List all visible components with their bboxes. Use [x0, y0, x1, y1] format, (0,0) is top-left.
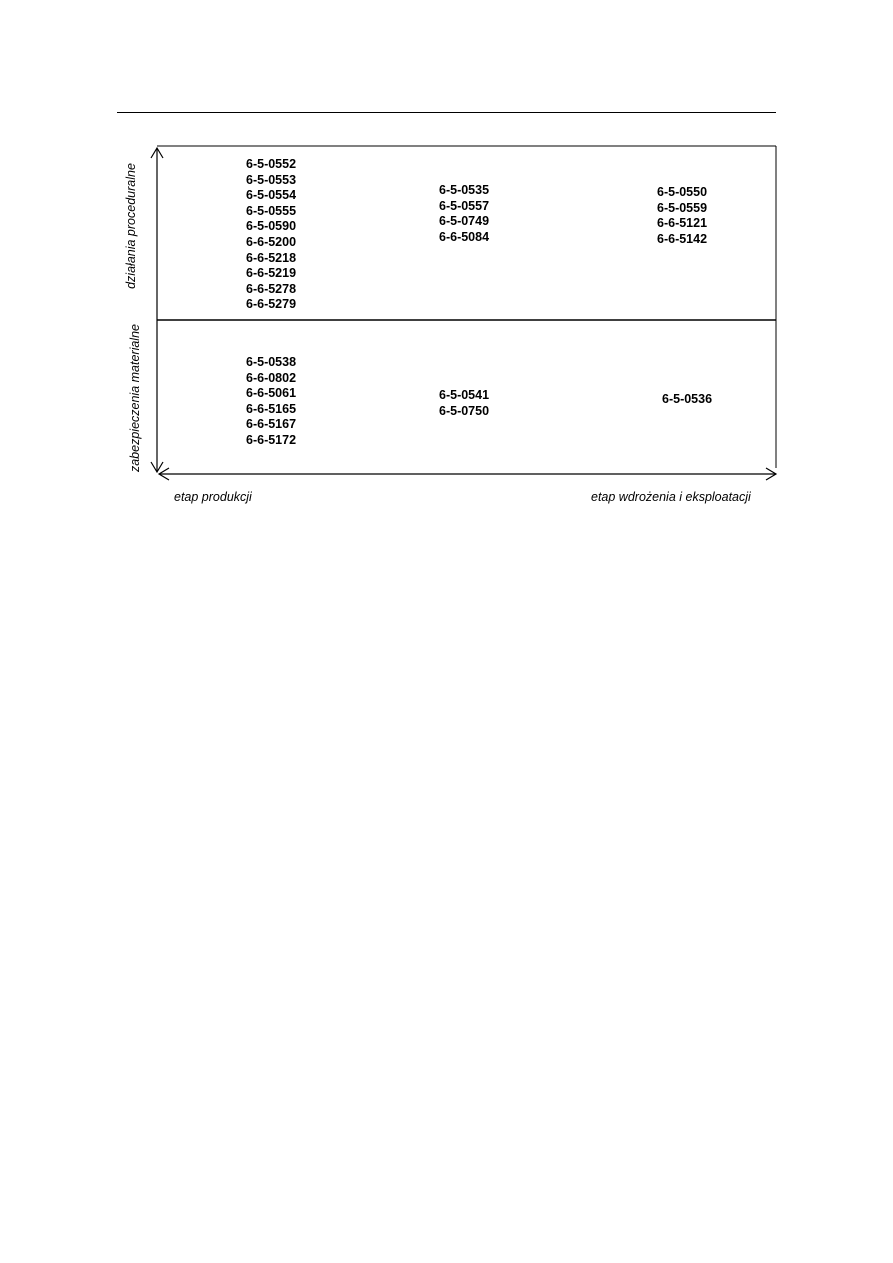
code-item: 6-6-5200 — [246, 234, 297, 249]
code-item: 6-5-0536 — [662, 392, 713, 406]
cell-bottom-left — [246, 355, 296, 449]
code-item: 6-5-0541 — [439, 388, 490, 402]
code-item: 6-6-5167 — [246, 417, 297, 432]
cell-bottom-right — [662, 392, 712, 408]
code-item: 6-6-5084 — [439, 229, 490, 244]
x-axis-label-right: etap wdrożenia i eksploatacji — [591, 490, 751, 504]
code-item: 6-5-0552 — [246, 157, 297, 171]
code-item: 6-5-0559 — [657, 200, 708, 215]
code-item: 6-6-5061 — [246, 386, 297, 401]
cell-bottom-middle — [439, 388, 489, 419]
code-item: 6-5-0553 — [246, 172, 297, 187]
code-item: 6-6-5279 — [246, 297, 297, 312]
code-item: 6-5-0555 — [246, 203, 297, 218]
x-axis-label-left: etap produkcji — [174, 490, 252, 504]
y-axis-label-top: działania proceduralne — [124, 163, 138, 289]
code-item: 6-6-5172 — [246, 432, 297, 447]
cell-top-left — [246, 157, 296, 313]
code-item: 6-6-5218 — [246, 250, 297, 265]
code-item: 6-5-0550 — [657, 185, 708, 199]
code-item: 6-6-5165 — [246, 401, 297, 416]
code-item: 6-5-0554 — [246, 188, 297, 203]
code-item: 6-6-0802 — [246, 370, 297, 385]
cell-top-middle — [439, 183, 489, 245]
code-item: 6-5-0750 — [439, 403, 490, 418]
code-item: 6-6-5219 — [246, 266, 297, 281]
cell-top-right — [657, 185, 707, 247]
code-item: 6-6-5278 — [246, 281, 297, 296]
code-item: 6-5-0535 — [439, 183, 490, 197]
code-item: 6-6-5142 — [657, 231, 708, 246]
code-item: 6-5-0538 — [246, 355, 297, 369]
code-item: 6-5-0749 — [439, 214, 490, 229]
y-axis-label-bottom: zabezpieczenia materialne — [128, 324, 142, 473]
code-item: 6-6-5121 — [657, 216, 708, 231]
code-item: 6-5-0590 — [246, 219, 297, 234]
code-item: 6-5-0557 — [439, 198, 490, 213]
